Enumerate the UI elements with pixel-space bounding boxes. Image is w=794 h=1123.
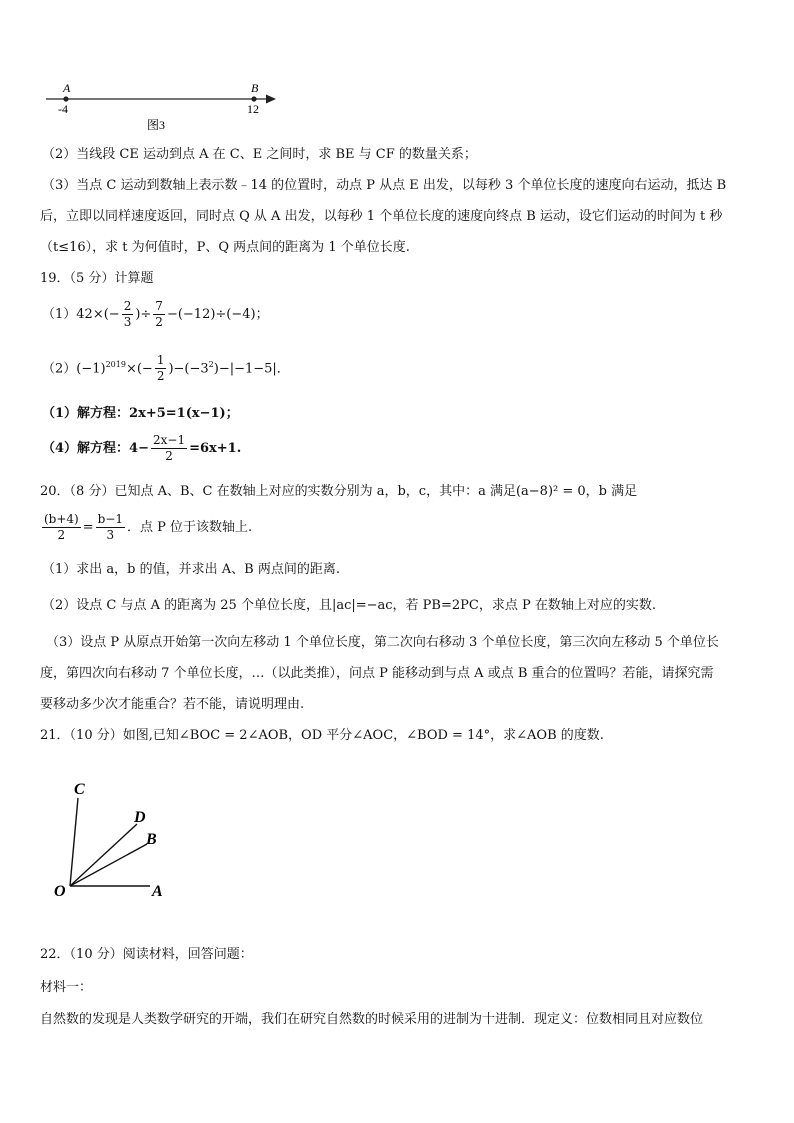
q19-expr1-frac2 [153, 299, 165, 330]
label-d: D [134, 809, 146, 826]
q19-expr2-mid: ×(− [125, 361, 153, 377]
q20-part1: （1）求出 a，b 的值，并求出 A、B 两点间的距离. [42, 562, 340, 577]
frac-numerator: b−1 [97, 512, 124, 526]
label-a: A [152, 883, 163, 900]
frac-denominator: 3 [123, 315, 132, 329]
q19-expr1 [42, 299, 269, 330]
q19-expr2-exponent: 2019 [105, 360, 126, 369]
q19-expr1-mid: )÷ [135, 307, 152, 322]
label-o: O [54, 883, 66, 900]
label-b: B [146, 831, 157, 848]
q20-line2-post: ．点 P 位于该数轴上. [127, 520, 253, 535]
q19-expr2-frac [155, 353, 167, 384]
frac-denominator: 2 [57, 528, 66, 542]
q19-eq4-pre: （4）解方程：4− [42, 441, 149, 456]
q18-part3-line2: 后，立即以同样速度返回，同时点 Q 从 A 出发，以每秒 1 个单位长度的速度向终点 B 运动，设它们运动的时间为 t 秒 [40, 209, 723, 224]
q22-heading: 22．（10 分）阅读材料，回答问题： [40, 947, 253, 962]
q20-line2 [40, 511, 252, 545]
q20-frac1 [42, 512, 81, 543]
figure-caption: 图3 [147, 118, 166, 132]
q21-text: 21．（10 分）如图,已知∠BOC = 2∠AOB，OD 平分∠AOC，∠BOD = 14°，求∠AOB 的度数. [40, 728, 604, 743]
q22-material1-label: 材料一： [40, 980, 93, 995]
frac-numerator: 2 [123, 299, 132, 313]
label-c: C [74, 781, 85, 798]
q19-expr2-exponent2: 2 [208, 360, 214, 369]
q19-expr2-post: )−(−3 [168, 361, 209, 377]
q19-expr1-frac1 [122, 299, 134, 330]
q19-expr1-post: −(−12)÷(−4)； [166, 307, 269, 322]
q19-expr2-label: （2） [42, 361, 77, 377]
q19-heading: 19．（5 分）计算题 [40, 271, 154, 286]
q19-equation4 [42, 433, 241, 464]
q19-expr2-tail: )−|−1−5|． [213, 361, 290, 377]
frac-numerator: 1 [156, 353, 165, 368]
q19-expr2 [42, 350, 290, 384]
q20-line1: 20．（8 分）已知点 A、B、C 在数轴上对应的实数分别为 a，b，c，其中：a 满足(a−8)² = 0，b 满足 [40, 484, 638, 499]
q20-part3-line1: （3）设点 P 从原点开始第一次向左移动 1 个单位长度，第二次向右移动 3 个单位长度，第三次向左移动 5 个单位长 [46, 635, 719, 650]
angle-diagram [48, 772, 178, 902]
q20-frac2 [96, 512, 125, 543]
frac-denominator: 3 [106, 528, 115, 542]
q19-expr2-pre: (−1) [76, 361, 106, 377]
frac-denominator: 2 [155, 315, 163, 329]
q19-equation3: （1）解方程：2x+5=1(x−1)； [42, 406, 239, 421]
q18-part2: （2）当线段 CE 运动到点 A 在 C、E 之间时，求 BE 与 CF 的数量关系； [42, 147, 477, 162]
q19-eq4-frac [151, 433, 187, 464]
frac-denominator: 2 [156, 369, 165, 384]
q20-part3-line3: 要移动多少次才能重合？若不能，请说明理由. [40, 697, 305, 712]
ray-oc [70, 798, 78, 886]
point-a-dot [63, 96, 68, 101]
point-a-value: -4 [58, 102, 68, 116]
figure-3-number-line [40, 80, 290, 134]
point-a-label: A [63, 81, 71, 95]
q22-material1-line1: 自然数的发现是人类数学研究的开端，我们在研究自然数的时候采用的进制为十进制．现定义：位数相同且对应数位 [40, 1012, 704, 1027]
q19-expr1-label: （1） [42, 307, 77, 322]
q20-part2: （2）设点 C 与点 A 的距离为 25 个单位长度，且|ac|=−ac，若 PB=2PC，求点 P 在数轴上对应的实数. [42, 598, 656, 613]
frac-numerator: 7 [155, 299, 163, 313]
q19-expr1-pre: 42×(− [76, 307, 120, 322]
point-b-label: B [251, 81, 259, 95]
q20-equals: = [82, 520, 94, 535]
q18-part3-line3: （t≤16），求 t 为何值时，P、Q 两点间的距离为 1 个单位长度. [40, 240, 410, 255]
q20-part3-line2: 度，第四次向右移动 7 个单位长度，…（以此类推），问点 P 能移动到与点 A 或点 B 重合的位置吗？若能，请探究需 [40, 666, 714, 681]
q19-eq4-post: =6x+1. [189, 441, 242, 456]
point-b-dot [251, 96, 256, 101]
q18-part3-line1: （3）当点 C 运动到数轴上表示数﹣14 的位置时，动点 P 从点 E 出发，以每秒 3 个单位长度的速度向右运动，抵达 B [42, 178, 727, 193]
frac-numerator: 2x−1 [152, 433, 186, 447]
number-line-arrow-icon [266, 95, 276, 104]
frac-numerator: (b+4) [44, 512, 79, 526]
frac-denominator: 2 [165, 449, 173, 463]
point-b-value: 12 [247, 102, 259, 116]
